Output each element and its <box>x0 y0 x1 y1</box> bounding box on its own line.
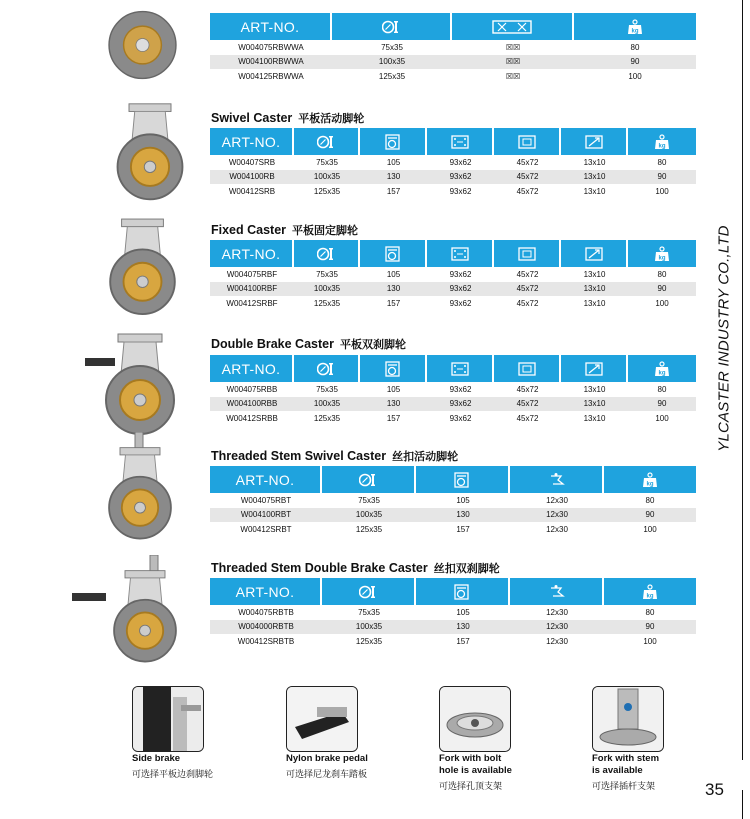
spec-cell: 12x30 <box>546 607 568 617</box>
spec-cell: 45x72 <box>516 399 539 409</box>
spec-cell: 100 <box>643 636 657 646</box>
spec-table-fixed <box>210 240 696 311</box>
spec-cell: 100 <box>655 413 669 423</box>
bolt-hole-icon <box>494 355 561 382</box>
fork-icon <box>452 13 574 40</box>
art-no-cell: W004100RBWWA <box>238 57 304 67</box>
spec-cell: 100x35 <box>378 57 406 67</box>
header-art-no: ART-NO. <box>210 13 332 40</box>
caster-photo-swivel <box>100 100 200 205</box>
spec-cell: 93x62 <box>449 413 472 423</box>
spec-cell: 130 <box>456 622 470 632</box>
spec-cell: 13x10 <box>583 269 606 279</box>
spec-cell: 45x72 <box>516 186 539 196</box>
accessory-side-brake <box>132 686 282 780</box>
art-no-cell: W004100RBT <box>240 510 292 520</box>
wheel-size-icon <box>322 466 416 493</box>
wheel-size-icon <box>294 240 360 267</box>
art-no-cell: W004000RBTB <box>238 622 294 632</box>
spec-cell: 125x35 <box>313 298 341 308</box>
spec-cell: 125x35 <box>355 524 383 534</box>
spec-cell: 157 <box>456 524 470 534</box>
spec-cell: 90 <box>657 284 667 294</box>
spec-cell: 13x10 <box>583 413 606 423</box>
spec-table-wheel <box>210 13 696 84</box>
spec-cell: 13x10 <box>583 399 606 409</box>
company-name: YLCASTER INDUSTRY CO.,LTD <box>715 225 733 452</box>
bolt-hole-icon <box>494 240 561 267</box>
accessory-label: Side brake <box>132 753 181 764</box>
spec-cell: 93x62 <box>449 298 472 308</box>
kg-icon <box>628 240 696 267</box>
spec-cell: 90 <box>657 399 667 409</box>
spec-cell: 90 <box>645 510 655 520</box>
spec-cell: 75x35 <box>358 607 380 617</box>
accessory-label-cn: 可选择平板边刹脚轮 <box>132 769 214 779</box>
spec-cell: 100 <box>655 298 669 308</box>
spec-cell: 100 <box>643 524 657 534</box>
spec-cell: 13x10 <box>583 298 606 308</box>
accessory-label-2: hole is available <box>439 765 512 776</box>
spec-cell: 45x72 <box>516 298 539 308</box>
spec-cell: 75x35 <box>316 157 338 167</box>
spec-cell: 12x30 <box>546 495 568 505</box>
spec-cell: 75x35 <box>381 42 403 52</box>
offset-icon <box>561 128 628 155</box>
table-row <box>210 170 696 185</box>
accessory-bolt-fork <box>439 686 589 792</box>
header-art-no: ART-NO. <box>210 240 294 267</box>
art-no-cell: W004100RBF <box>226 284 278 294</box>
header-art-no: ART-NO. <box>210 578 322 605</box>
table-row <box>210 493 696 508</box>
art-no-cell: W00412SRBB <box>226 413 278 423</box>
spec-cell: 13x10 <box>583 172 606 182</box>
accessory-stem-fork <box>592 686 742 792</box>
table-row <box>210 411 696 426</box>
spec-cell: 93x62 <box>449 157 472 167</box>
table-header <box>210 13 696 40</box>
spec-cell: 12x30 <box>546 636 568 646</box>
plate-icon <box>427 355 494 382</box>
spec-cell: 100 <box>655 186 669 196</box>
height-icon <box>360 240 427 267</box>
spec-cell: 130 <box>386 399 401 409</box>
caster-photo-double-brake <box>85 330 195 440</box>
spec-cell: 90 <box>645 622 655 632</box>
spec-cell: 100 <box>628 71 642 81</box>
divider-line <box>742 790 743 819</box>
wheel-size-icon <box>294 128 360 155</box>
spec-cell: 93x62 <box>449 269 472 279</box>
spec-cell: 12x30 <box>546 510 568 520</box>
spec-cell: 45x72 <box>516 172 539 182</box>
spec-cell: 12x30 <box>546 622 568 632</box>
table-header <box>210 240 696 267</box>
table-row <box>210 397 696 412</box>
caster-photo-wheel <box>105 5 180 85</box>
spec-cell: 157 <box>456 636 470 646</box>
art-no-cell: W004125RBWWA <box>238 71 304 81</box>
table-header <box>210 355 696 382</box>
bolt-fork-icon <box>439 686 511 752</box>
spec-cell: ☒☒ <box>505 57 521 67</box>
height-icon <box>360 128 427 155</box>
art-no-cell: W004075RBF <box>226 269 278 279</box>
divider-line <box>742 0 743 760</box>
art-no-cell: W00412SRBF <box>226 298 278 308</box>
spec-cell: 90 <box>630 57 640 67</box>
table-row <box>210 40 696 55</box>
table-header <box>210 578 696 605</box>
table-row <box>210 155 696 170</box>
page-number: 35 <box>705 780 724 799</box>
spec-cell: 80 <box>657 384 667 394</box>
spec-cell: 93x62 <box>449 186 472 196</box>
plate-icon <box>427 128 494 155</box>
spec-cell: 45x72 <box>516 384 539 394</box>
art-no-cell: W00407SRB <box>228 157 276 167</box>
section-title-fixed: Fixed Caster 平板固定脚轮 <box>211 223 359 237</box>
spec-cell: 130 <box>386 172 401 182</box>
spec-cell: 125x35 <box>313 186 341 196</box>
caster-photo-threaded-brake <box>70 555 190 670</box>
spec-table-swivel <box>210 128 696 199</box>
brake-pedal-icon <box>286 686 358 752</box>
spec-table-threaded-brake <box>210 578 696 649</box>
section-title-threaded-brake: Threaded Stem Double Brake Caster 丝扣双刹脚轮 <box>211 561 500 575</box>
wheel-size-icon <box>332 13 452 40</box>
spec-cell: 45x72 <box>516 269 539 279</box>
table-row <box>210 605 696 620</box>
spec-cell: ☒☒ <box>505 71 521 81</box>
spec-table-double-brake <box>210 355 696 426</box>
spec-table-threaded-swivel <box>210 466 696 537</box>
spec-cell: 93x62 <box>449 399 472 409</box>
offset-icon <box>561 240 628 267</box>
table-row <box>210 267 696 282</box>
spec-cell: 157 <box>386 413 401 423</box>
plate-icon <box>427 240 494 267</box>
spec-cell: 105 <box>386 384 401 394</box>
accessory-label-cn: 可选择尼龙刹车踏板 <box>286 769 368 779</box>
spec-cell: 80 <box>657 157 667 167</box>
caster-photo-threaded-swivel <box>90 432 185 547</box>
table-header <box>210 128 696 155</box>
spec-cell: 100x35 <box>313 399 341 409</box>
spec-cell: 12x30 <box>546 524 568 534</box>
wheel-size-icon <box>294 355 360 382</box>
section-title-threaded-swivel: Threaded Stem Swivel Caster 丝扣活动脚轮 <box>211 449 459 463</box>
spec-cell: 80 <box>645 607 655 617</box>
header-art-no: ART-NO. <box>210 355 294 382</box>
spec-cell: 90 <box>657 172 667 182</box>
art-no-cell: W004075RBB <box>226 384 278 394</box>
accessory-label-2: is available <box>592 765 643 776</box>
spec-cell: 75x35 <box>316 269 338 279</box>
table-row <box>210 184 696 199</box>
stem-icon <box>510 466 604 493</box>
art-no-cell: W00412SRBT <box>240 524 292 534</box>
spec-cell: 80 <box>645 495 655 505</box>
spec-cell: 130 <box>456 510 470 520</box>
table-row <box>210 522 696 537</box>
spec-cell: 100x35 <box>313 284 341 294</box>
stem-icon <box>510 578 604 605</box>
offset-icon <box>561 355 628 382</box>
side-brake-icon <box>132 686 204 752</box>
header-art-no: ART-NO. <box>210 466 322 493</box>
table-row <box>210 508 696 523</box>
spec-cell: 125x35 <box>378 71 406 81</box>
kg-icon <box>604 466 696 493</box>
bolt-hole-icon <box>494 128 561 155</box>
table-row <box>210 55 696 70</box>
table-row <box>210 69 696 84</box>
kg-icon <box>574 13 696 40</box>
accessory-label: Nylon brake pedal <box>286 753 368 764</box>
spec-cell: 100x35 <box>355 622 383 632</box>
table-header <box>210 466 696 493</box>
spec-cell: 93x62 <box>449 284 472 294</box>
spec-cell: 125x35 <box>313 413 341 423</box>
art-no-cell: W00412SRBTB <box>237 636 295 646</box>
table-row <box>210 634 696 649</box>
art-no-cell: W004075RBWWA <box>238 42 304 52</box>
spec-cell: 93x62 <box>449 384 472 394</box>
accessory-label: Fork with bolt <box>439 753 502 764</box>
spec-cell: 100x35 <box>355 510 383 520</box>
table-row <box>210 620 696 635</box>
spec-cell: 45x72 <box>516 284 539 294</box>
spec-cell: 93x62 <box>449 172 472 182</box>
spec-cell: 105 <box>386 157 401 167</box>
section-title-double-brake: Double Brake Caster 平板双刹脚轮 <box>211 337 406 351</box>
art-no-cell: W004075RBTB <box>238 607 294 617</box>
spec-cell: 105 <box>386 269 401 279</box>
spec-cell: 45x72 <box>516 157 539 167</box>
table-row <box>210 282 696 297</box>
stem-fork-icon <box>592 686 664 752</box>
spec-cell: 75x35 <box>316 384 338 394</box>
kg-icon <box>628 128 696 155</box>
spec-cell: 100x35 <box>313 172 341 182</box>
spec-cell: 75x35 <box>358 495 380 505</box>
spec-cell: 125x35 <box>355 636 383 646</box>
spec-cell: 13x10 <box>583 186 606 196</box>
spec-cell: ☒☒ <box>505 42 521 52</box>
spec-cell: 157 <box>386 298 401 308</box>
wheel-size-icon <box>322 578 416 605</box>
spec-cell: 13x10 <box>583 384 606 394</box>
kg-icon <box>604 578 696 605</box>
spec-cell: 105 <box>456 607 470 617</box>
height-icon <box>416 466 510 493</box>
art-no-cell: W004100RBB <box>226 399 278 409</box>
spec-cell: 13x10 <box>583 157 606 167</box>
spec-cell: 45x72 <box>516 413 539 423</box>
spec-cell: 80 <box>657 269 667 279</box>
height-icon <box>416 578 510 605</box>
accessory-label: Fork with stem <box>592 753 660 764</box>
header-art-no: ART-NO. <box>210 128 294 155</box>
section-title-swivel: Swivel Caster 平板活动脚轮 <box>211 111 365 125</box>
table-row <box>210 382 696 397</box>
art-no-cell: W004100RB <box>229 172 275 182</box>
spec-cell: 157 <box>386 186 401 196</box>
accessory-label-cn: 可选择孔顶支架 <box>439 781 503 791</box>
spec-cell: 130 <box>386 284 401 294</box>
table-row <box>210 296 696 311</box>
spec-cell: 13x10 <box>583 284 606 294</box>
accessory-brake-pedal <box>286 686 436 780</box>
art-no-cell: W00412SRB <box>228 186 276 196</box>
art-no-cell: W004075RBT <box>240 495 292 505</box>
height-icon <box>360 355 427 382</box>
kg-icon <box>628 355 696 382</box>
spec-cell: 80 <box>630 42 640 52</box>
caster-photo-fixed <box>95 215 190 320</box>
spec-cell: 105 <box>456 495 470 505</box>
accessory-label-cn: 可选择插杆支架 <box>592 781 656 791</box>
